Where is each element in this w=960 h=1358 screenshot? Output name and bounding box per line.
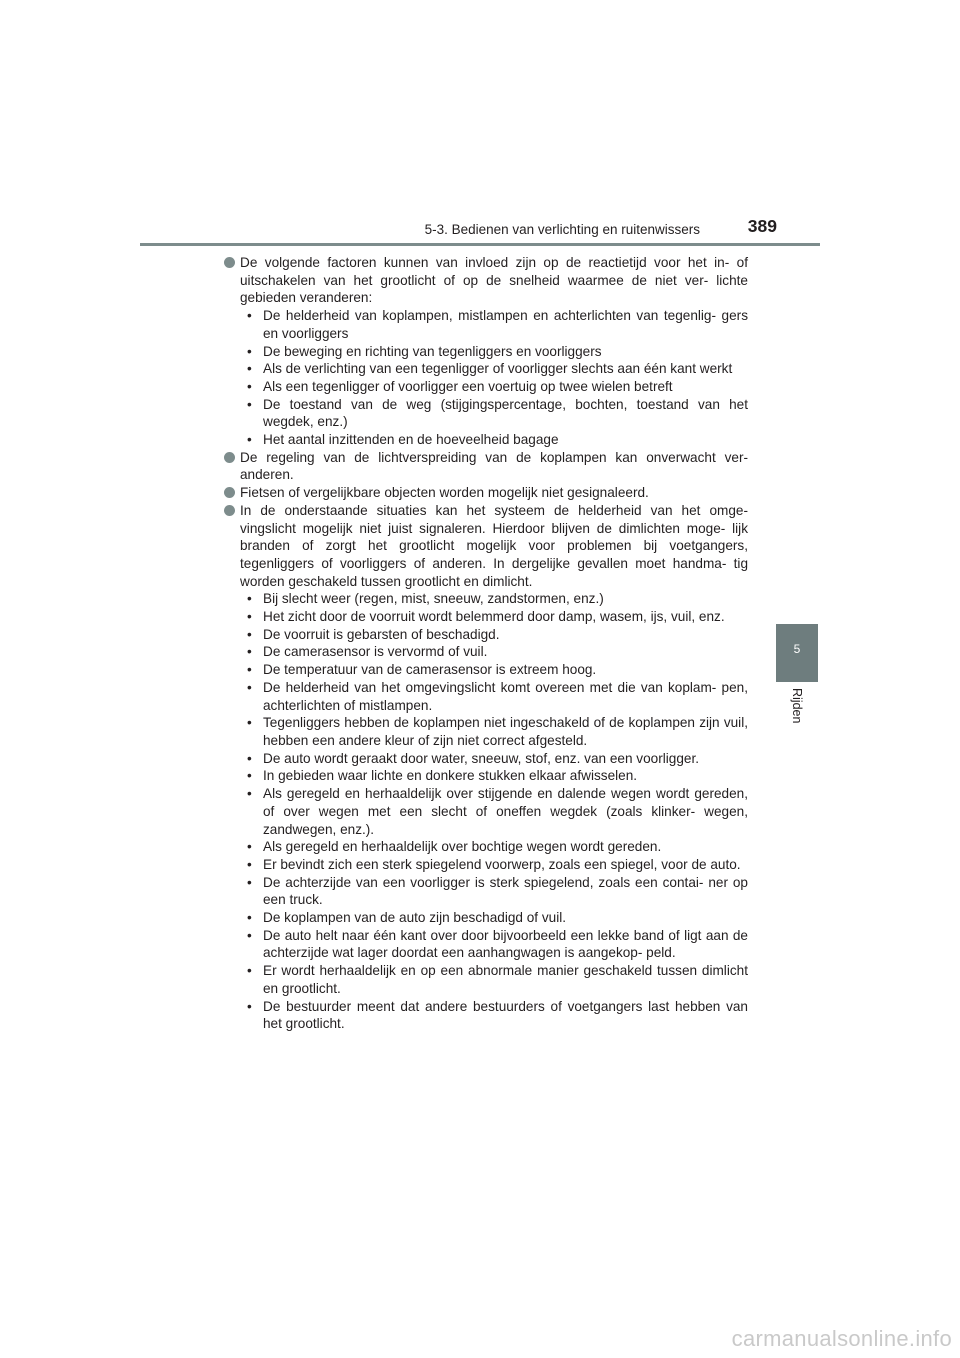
sub-list-item: • In gebieden waar lichte en donkere stukken elkaar afwisselen. <box>243 767 748 785</box>
sub-list-item: • De helderheid van koplampen, mistlampen en achterlichten van tegenlig- gers en voorliggers <box>243 307 748 342</box>
sub-list-item: • Het zicht door de voorruit wordt belemmerd door damp, wasem, ijs, vuil, enz. <box>243 608 748 626</box>
main-content <box>224 254 748 1033</box>
section-title: 5-3. Bedienen van verlichting en ruitenwissers <box>424 222 700 237</box>
sub-list-item: • De auto helt naar één kant over door bijvoorbeeld een lekke band of ligt aan de achterzijde wat lager doordat een aanhangwagen is aangekop- peld. <box>243 927 748 962</box>
bullet-text: Fietsen of vergelijkbare objecten worden mogelijk niet gesignaleerd. <box>240 485 649 501</box>
sub-list-item: • De beweging en richting van tegenliggers en voorliggers <box>243 343 748 361</box>
sub-list <box>240 307 748 449</box>
sub-list-item: • Er bevindt zich een sterk spiegelend voorwerp, zoals een spiegel, voor de auto. <box>243 856 748 874</box>
sub-list-item: • Er wordt herhaaldelijk en op een abnormale manier geschakeld tussen dimlicht en grootlicht. <box>243 962 748 997</box>
sub-list-item: • Als een tegenligger of voorligger een voertuig op twee wielen betreft <box>243 378 748 396</box>
sub-list-item: • Tegenliggers hebben de koplampen niet ingeschakeld of de koplampen zijn vuil, hebben een andere kleur of zijn niet correct afgesteld. <box>243 714 748 749</box>
sub-list-item: • De camerasensor is vervormd of vuil. <box>243 643 748 661</box>
chapter-label-strip <box>776 684 818 774</box>
chapter-label: Rijden <box>790 688 804 724</box>
sub-list-item: • Als de verlichting van een tegenligger of voorligger slechts aan één kant werkt <box>243 360 748 378</box>
bullet-item <box>224 484 748 502</box>
bullet-text: In de onderstaande situaties kan het systeem de helderheid van het omge- vingslicht mogelijk niet juist signaleren. Hierdoor blijven de dimlichten moge- lijk branden of zorgt het grootlicht mogelijk voor problemen bij voetgangers, tegenliggers of voorliggers of anderen. In dergelijke gevallen moet handma- tig worden geschakeld tussen grootlicht en dimlicht. <box>240 502 748 589</box>
bullet-text: De volgende factoren kunnen van invloed zijn op de reactietijd voor het in- of uitschakelen van het grootlicht of op de snelheid waarmee de niet ver- lichte gebieden veranderen: <box>240 255 748 306</box>
page-number: 389 <box>747 216 777 236</box>
sub-list-item: • De temperatuur van de camerasensor is extreem hoog. <box>243 661 748 679</box>
bullet-dot-icon <box>224 452 235 463</box>
sub-list-item: • De koplampen van de auto zijn beschadigd of vuil. <box>243 909 748 927</box>
chapter-tab <box>776 624 818 682</box>
bullet-item <box>224 449 748 484</box>
sub-list-item: • De helderheid van het omgevingslicht komt overeen met die van koplam- pen, achterlichten of mistlampen. <box>243 679 748 714</box>
bullet-dot-icon <box>224 505 235 516</box>
bullet-dot-icon <box>224 487 235 498</box>
sub-list-item: • De toestand van de weg (stijgingspercentage, bochten, toestand van het wegdek, enz.) <box>243 396 748 431</box>
sub-list-item: • Als geregeld en herhaaldelijk over bochtige wegen wordt gereden. <box>243 838 748 856</box>
bullet-item <box>224 254 748 449</box>
sub-list-item: • Het aantal inzittenden en de hoeveelheid bagage <box>243 431 748 449</box>
sub-list <box>240 590 748 1033</box>
sub-list-item: • Bij slecht weer (regen, mist, sneeuw, zandstormen, enz.) <box>243 590 748 608</box>
header-divider <box>140 243 820 246</box>
sub-list-item: • Als geregeld en herhaaldelijk over stijgende en dalende wegen wordt gereden, of over wegen met een slecht of oneffen wegdek (zoals klinker- wegen, zandwegen, enz.). <box>243 785 748 838</box>
sub-list-item: • De auto wordt geraakt door water, sneeuw, stof, enz. van een voorligger. <box>243 750 748 768</box>
sub-list-item: • De bestuurder meent dat andere bestuurders of voetgangers last hebben van het grootlicht. <box>243 998 748 1033</box>
chapter-number: 5 <box>793 642 801 656</box>
sub-list-item: • De voorruit is gebarsten of beschadigd. <box>243 626 748 644</box>
bullet-item <box>224 502 748 1033</box>
bullet-text: De regeling van de lichtverspreiding van de koplampen kan onverwacht ver- anderen. <box>240 449 748 483</box>
sub-list-item: • De achterzijde van een voorligger is sterk spiegelend, zoals een contai- ner op een truck. <box>243 874 748 909</box>
bullet-dot-icon <box>224 257 235 268</box>
footer-watermark: carmanualsonline.info <box>731 1326 952 1351</box>
